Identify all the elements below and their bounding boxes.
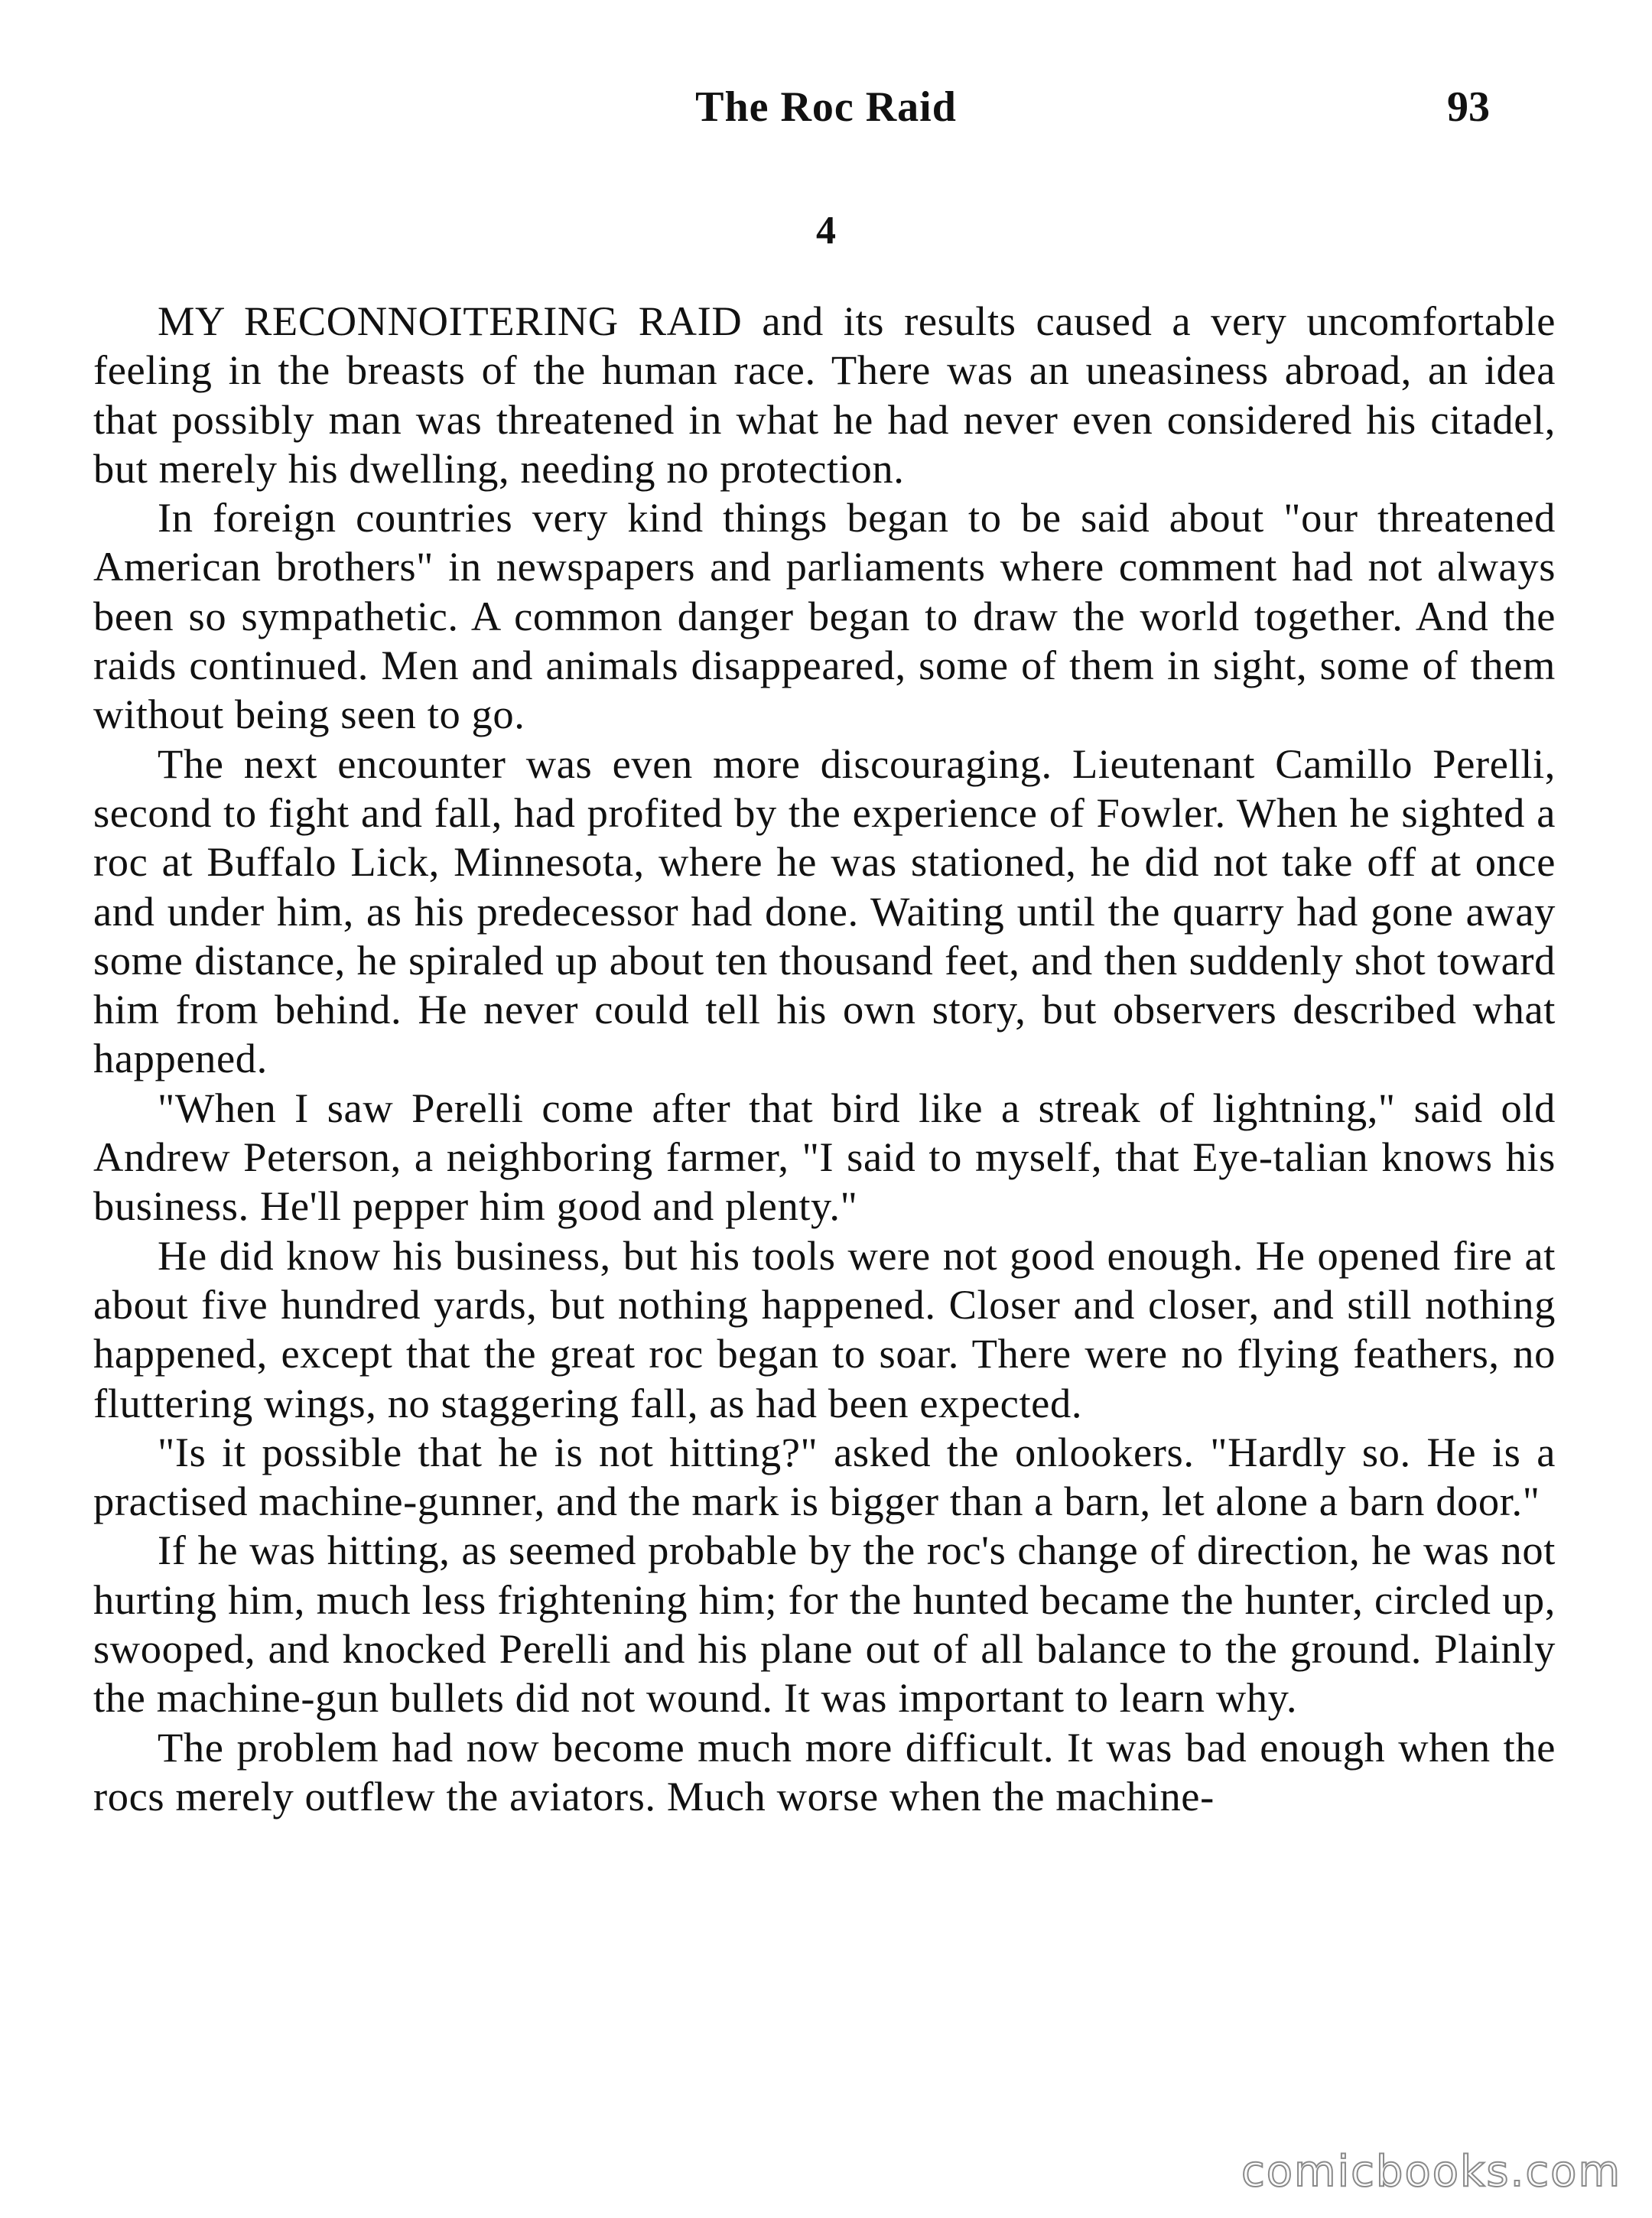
page-header <box>92 83 1560 136</box>
paragraph: He did know his business, but his tools were not good enough. He opened fire at about five hundred yards, but nothing happened. Closer and closer, and still nothing happened, except that the great roc began to soar. There were no flying feathers, no fluttering wings, no staggering fall, as had been expected. <box>93 1231 1556 1426</box>
paragraph: "When I saw Perelli come after that bird like a streak of lightning," said old Andrew Peterson, a neighboring farmer, "I said to myself, that Eye-talian knows his business. He'll pepper him good and plenty." <box>93 1084 1556 1230</box>
paragraph: If he was hitting, as seemed probable by the roc's change of direction, he was not hurting him, much less frightening him; for the hunted became the hunter, circled up, swooped, and knocked Perelli and his plane out of all balance to the ground. Plainly the machine-gun bullets did not wound. It was important to learn why. <box>93 1527 1556 1722</box>
watermark: comicbooks.com <box>1241 2147 1621 2197</box>
paragraph: The next encounter was even more discouraging. Lieutenant Camillo Perelli, second to fight and fall, had profited by the experience of Fowler. When he sighted a roc at Buffalo Lick, Minnesota, where he was stationed, he did not take off at once and under him, as his predecessor had done. Waiting until the quarry had gone away some distance, he spiraled up about ten thousand feet, and then suddenly shot toward him from behind. He never could tell his own story, but observers described what happened. <box>93 740 1556 1082</box>
running-title: The Roc Raid <box>695 83 957 131</box>
page-number: 93 <box>1447 83 1490 131</box>
paragraph: In foreign countries very kind things began to be said about "our threatened American brothers" in newspapers and parliaments where comment had not always been so sympathetic. A common danger began to draw the world together. And the raids continued. Men and animals disappeared, some of them in sight, some of them without being seen to go. <box>93 494 1556 738</box>
paragraph: The problem had now become much more difficult. It was bad enough when the rocs merely outflew the aviators. Much worse when the machine- <box>93 1723 1556 1820</box>
paragraph: "Is it possible that he is not hitting?" asked the onlookers. "Hardly so. He is a practised machine-gunner, and the mark is bigger than a barn, let alone a barn door." <box>93 1428 1556 1525</box>
chapter-number: 4 <box>816 209 836 252</box>
body-text <box>93 297 1556 1821</box>
paragraph: MY RECONNOITERING RAID and its results caused a very uncomfortable feeling in the breasts of the human race. There was an uneasiness abroad, an idea that possibly man was threatened in what he had never even considered his citadel, but merely his dwelling, needing no protection. <box>93 298 1556 492</box>
